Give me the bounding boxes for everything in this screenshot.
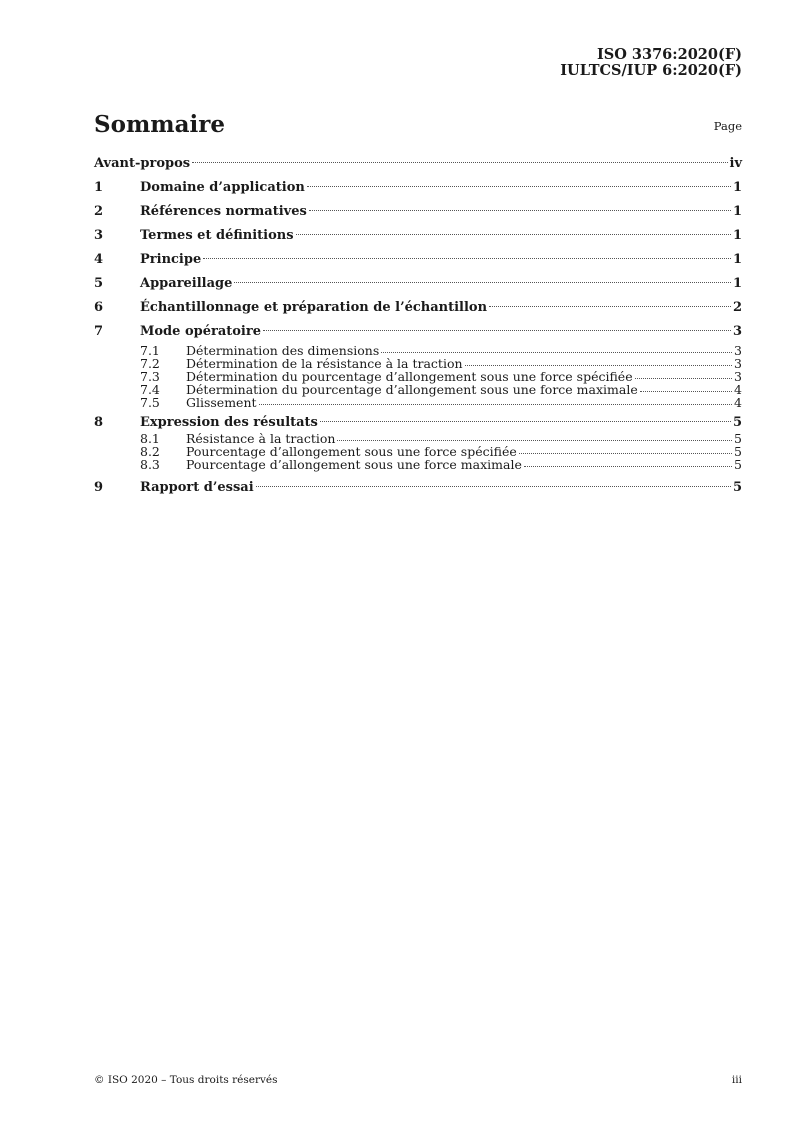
- toc-entry-foreword[interactable]: [94, 152, 742, 176]
- toc-entry-number: 9: [94, 480, 104, 495]
- toc-subentry-page: 3: [734, 343, 742, 358]
- dot-leader: [465, 365, 733, 366]
- toc-subentry-number: 8.2: [140, 444, 160, 459]
- toc-entry-label: Expression des résultats: [140, 415, 318, 430]
- toc-subentry-page: 5: [734, 431, 742, 446]
- toc-entry-page: 5: [732, 480, 742, 495]
- toc-subentry-page: 3: [734, 356, 742, 371]
- toc-entry-page: iv: [729, 156, 742, 171]
- dot-leader: [259, 404, 733, 405]
- toc-subentry-7-5[interactable]: [94, 396, 742, 409]
- footer-page-number: iii: [731, 1074, 742, 1086]
- toc-entry-2[interactable]: [94, 200, 742, 224]
- toc-entry-page: 1: [732, 180, 742, 195]
- dot-leader: [309, 210, 731, 211]
- dot-leader: [256, 486, 731, 487]
- toc-entry-label: Rapport d’essai: [140, 480, 254, 495]
- dot-leader: [519, 453, 732, 454]
- page-title: Sommaire: [94, 111, 226, 138]
- toc-entry-number: 2: [94, 204, 104, 219]
- toc-entry-4[interactable]: [94, 248, 742, 272]
- document-reference-iso: ISO 3376:2020(F): [596, 46, 742, 63]
- toc-entry-page: 1: [732, 228, 742, 243]
- toc-entry-label: Avant-propos: [94, 156, 191, 171]
- toc-entry-8[interactable]: [94, 414, 742, 432]
- toc-entry-label: Principe: [140, 252, 202, 267]
- toc-subentry-number: 7.3: [140, 369, 160, 384]
- toc-entry-label: Mode opératoire: [140, 324, 261, 339]
- dot-leader: [640, 391, 732, 392]
- dot-leader: [381, 352, 732, 353]
- toc-entry-label: Références normatives: [140, 204, 307, 219]
- toc-subentry-number: 8.1: [140, 431, 160, 446]
- dot-leader: [635, 378, 732, 379]
- dot-leader: [192, 162, 727, 163]
- toc-entry-number: 5: [94, 276, 104, 291]
- toc-entry-number: 6: [94, 300, 104, 315]
- toc-entry-page: 3: [732, 324, 742, 339]
- toc-subentry-label: Détermination du pourcentage d’allongement sous une force maximale: [186, 382, 638, 397]
- footer-copyright: © ISO 2020 – Tous droits réservés: [94, 1074, 278, 1086]
- toc-subentry-page: 5: [734, 444, 742, 459]
- toc-subentry-number: 7.1: [140, 343, 160, 358]
- toc-subentry-label: Pourcentage d’allongement sous une force spécifiée: [186, 444, 517, 459]
- toc-subentry-number: 7.4: [140, 382, 160, 397]
- toc-entry-page: 1: [732, 252, 742, 267]
- toc-entry-page: 5: [732, 415, 742, 430]
- toc-subentry-label: Résistance à la traction: [186, 431, 336, 446]
- toc-subentry-page: 3: [734, 369, 742, 384]
- dot-leader: [337, 440, 732, 441]
- toc-entry-page: 1: [732, 204, 742, 219]
- dot-leader: [320, 421, 731, 422]
- dot-leader: [203, 258, 731, 259]
- toc-subentry-page: 4: [734, 395, 742, 410]
- toc-entry-number: 3: [94, 228, 104, 243]
- toc-entry-label: Domaine d’application: [140, 180, 305, 195]
- toc-entry-9[interactable]: [94, 476, 742, 500]
- toc-subentry-number: 8.3: [140, 457, 160, 472]
- toc-entry-number: 4: [94, 252, 104, 267]
- dot-leader: [307, 186, 731, 187]
- toc-entry-number: 1: [94, 180, 104, 195]
- toc-entry-label: Échantillonnage et préparation de l’échantillon: [140, 300, 488, 315]
- dot-leader: [524, 466, 732, 467]
- toc-subentry-page: 5: [734, 457, 742, 472]
- toc-subentry-label: Détermination des dimensions: [186, 343, 380, 358]
- dot-leader: [263, 330, 731, 331]
- dot-leader: [234, 282, 731, 283]
- dot-leader: [296, 234, 731, 235]
- document-reference-iultcs: IULTCS/IUP 6:2020(F): [560, 62, 742, 79]
- toc-subentry-label: Détermination du pourcentage d’allongement sous une force spécifiée: [186, 369, 633, 384]
- toc-entry-label: Appareillage: [140, 276, 233, 291]
- toc-subentry-label: Glissement: [186, 395, 257, 410]
- dot-leader: [489, 306, 731, 307]
- toc-subentry-page: 4: [734, 382, 742, 397]
- toc-entry-page: 2: [732, 300, 742, 315]
- toc-entry-7[interactable]: [94, 320, 742, 344]
- table-of-contents: [94, 152, 742, 500]
- toc-entry-1[interactable]: [94, 176, 742, 200]
- toc-subentry-label: Détermination de la résistance à la traction: [186, 356, 463, 371]
- toc-entry-number: 7: [94, 324, 104, 339]
- toc-entry-number: 8: [94, 415, 104, 430]
- toc-subentry-8-3[interactable]: [94, 458, 742, 471]
- toc-entry-6[interactable]: [94, 296, 742, 320]
- page-column-label: Page: [713, 119, 742, 133]
- toc-entry-label: Termes et définitions: [140, 228, 294, 243]
- toc-subentry-number: 7.2: [140, 356, 160, 371]
- toc-entry-page: 1: [732, 276, 742, 291]
- toc-entry-5[interactable]: [94, 272, 742, 296]
- toc-subentry-label: Pourcentage d’allongement sous une force maximale: [186, 457, 522, 472]
- toc-subentry-number: 7.5: [140, 395, 160, 410]
- toc-entry-3[interactable]: [94, 224, 742, 248]
- document-reference: [560, 47, 742, 79]
